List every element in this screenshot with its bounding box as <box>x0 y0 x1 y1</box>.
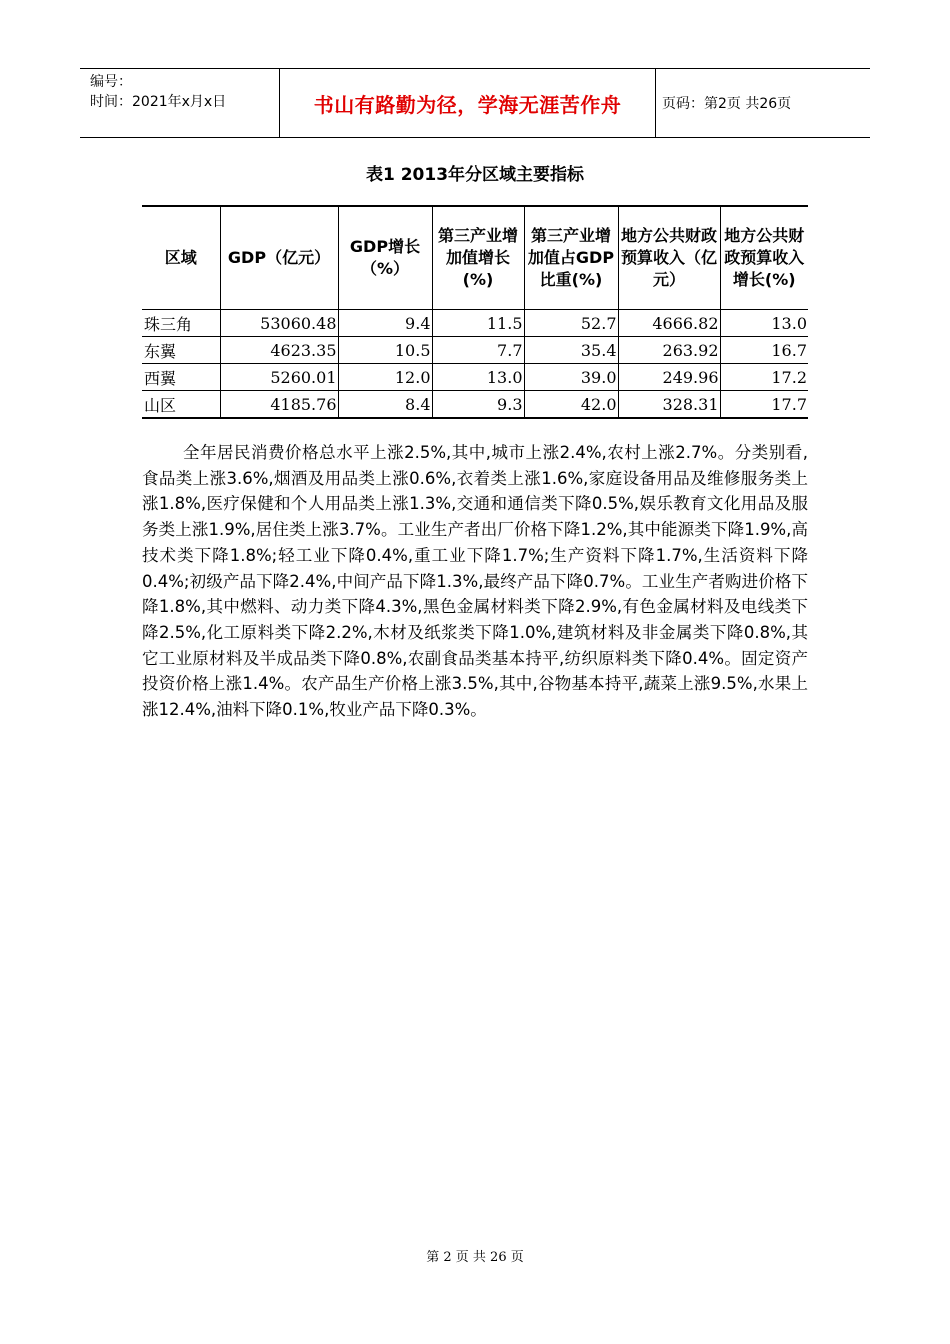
table-cell: 12.0 <box>338 364 432 391</box>
table-cell: 山区 <box>142 391 220 419</box>
table-cell: 4666.82 <box>618 310 720 337</box>
table-cell: 17.2 <box>720 364 808 391</box>
table-row <box>142 310 808 337</box>
table-cell: 263.92 <box>618 337 720 364</box>
table-cell: 西翼 <box>142 364 220 391</box>
col-header-revenue: 地方公共财政预算收入（亿元） <box>618 206 720 310</box>
page-header <box>80 68 870 138</box>
table-cell: 11.5 <box>432 310 524 337</box>
table-cell: 5260.01 <box>220 364 338 391</box>
table-cell: 8.4 <box>338 391 432 419</box>
table-cell: 16.7 <box>720 337 808 364</box>
col-header-gdp: GDP（亿元） <box>220 206 338 310</box>
header-meta <box>80 69 280 137</box>
table-cell: 东翼 <box>142 337 220 364</box>
table-cell: 7.7 <box>432 337 524 364</box>
table-cell: 52.7 <box>524 310 618 337</box>
table-cell: 9.4 <box>338 310 432 337</box>
col-header-tertiary-growth: 第三产业增加值增长(%) <box>432 206 524 310</box>
doc-number-label: 编号： <box>90 74 132 90</box>
col-header-tertiary-share: 第三产业增加值占GDP比重(%) <box>524 206 618 310</box>
col-header-gdp-growth: GDP增长（%） <box>338 206 432 310</box>
page-footer: 第 2 页 共 26 页 <box>426 1250 524 1265</box>
table-cell: 4185.76 <box>220 391 338 419</box>
header-motto: 书山有路勤为径，学海无涯苦作舟 <box>280 69 656 137</box>
table-cell: 9.3 <box>432 391 524 419</box>
table-cell: 17.7 <box>720 391 808 419</box>
table-row <box>142 337 808 364</box>
table-cell: 39.0 <box>524 364 618 391</box>
table-cell: 10.5 <box>338 337 432 364</box>
table-row <box>142 364 808 391</box>
body-paragraph: 全年居民消费价格总水平上涨2.5%,其中,城市上涨2.4%,农村上涨2.7%。分类别看,食品类上涨3.6%,烟酒及用品类上涨0.6%,衣着类上涨1.6%,家庭设备用品及维修服务类上涨1.8%,医疗保健和个人用品类上涨1.3%,交通和通信类下降0.5%,娱乐教育文化用品及服务类上涨1.9%,居住类上涨3.7%。工业生产者出厂价格下降1.2%,其中能源类下降1.9%,高技术类下降1.8%;轻工业下降0.4%,重工业下降1.7%;生产资料下降1.7%,生活资料下降0.4%;初级产品下降2.4%,中间产品下降1.3%,最终产品下降0.7%。工业生产者购进价格下降1.8%,其中燃料、动力类下降4.3%,黑色金属材料类下降2.9%,有色金属材料及电线类下降2.5%,化工原料类下降2.2%,木材及纸浆类下降1.0%,建筑材料及非金属类下降0.8%,其它工业原材料及半成品类下降0.8%,农副食品类基本持平,纺织原料类下降0.4%。固定资产投资价格上涨1.4%。农产品生产价格上涨3.5%,其中,谷物基本持平,蔬菜上涨9.5%,水果上涨12.4%,油料下降0.1%,牧业产品下降0.3%。 <box>142 443 808 720</box>
table-cell: 13.0 <box>720 310 808 337</box>
table-header-row <box>142 206 808 310</box>
table-cell: 42.0 <box>524 391 618 419</box>
table-cell: 35.4 <box>524 337 618 364</box>
table-cell: 249.96 <box>618 364 720 391</box>
table-cell: 4623.35 <box>220 337 338 364</box>
table-row <box>142 391 808 419</box>
header-page-info: 页码：第2页 共26页 <box>662 96 792 112</box>
table-cell: 珠三角 <box>142 310 220 337</box>
table-title: 表1 2013年分区域主要指标 <box>365 165 585 185</box>
doc-date: 时间：2021年x月x日 <box>90 94 227 110</box>
table-cell: 328.31 <box>618 391 720 419</box>
col-header-region: 区域 <box>142 206 220 310</box>
col-header-revenue-growth: 地方公共财政预算收入增长(%) <box>720 206 808 310</box>
region-indicators-table <box>142 205 808 419</box>
table-cell: 53060.48 <box>220 310 338 337</box>
table-cell: 13.0 <box>432 364 524 391</box>
